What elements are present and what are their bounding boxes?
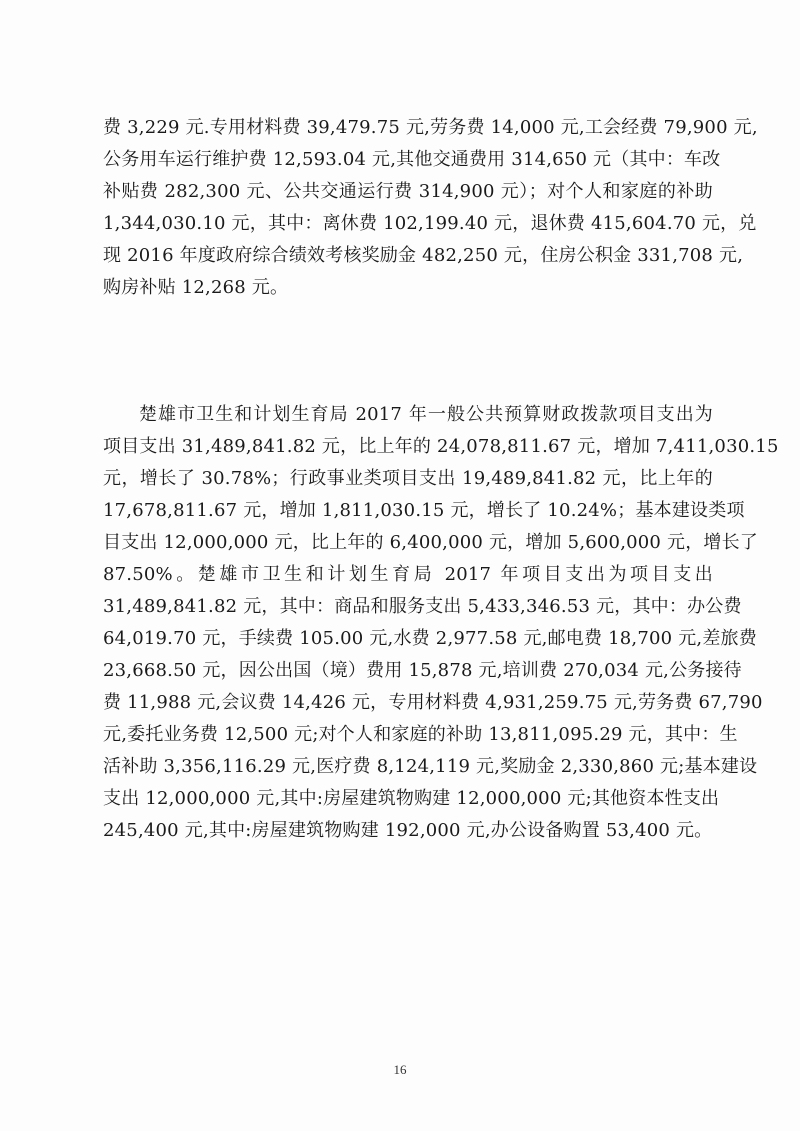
paragraph-line: 公务用车运行维护费 12,593.04 元,其他交通费用 314,650 元（其中：车改	[103, 149, 721, 170]
paragraph-line: 64,019.70 元，手续费 105.00 元,水费 2,977.58 元,邮电费 18,700 元,差旅费	[103, 628, 757, 649]
paragraph-line: 补贴费 282,300 元、公共交通运行费 314,900 元）；对个人和家庭的补助	[103, 181, 713, 202]
paragraph-line: 1,344,030.10 元，其中：离休费 102,199.40 元，退休费 415,604.70 元，兑	[103, 213, 757, 234]
paragraph-line: 23,668.50 元，因公出国（境）费用 15,878 元,培训费 270,034 元,公务接待	[103, 660, 742, 681]
paragraph-line: 元，增长了 30.78%；行政事业类项目支出 19,489,841.82 元，比上年的	[103, 468, 713, 489]
paragraph-line: 楚雄市卫生和计划生育局 2017 年一般公共预算财政拨款项目支出为	[139, 404, 713, 425]
paragraph-line: 现 2016 年度政府综合绩效考核奖励金 482,250 元，住房公积金 331,708 元,	[103, 245, 744, 266]
paragraph-line: 费 11,988 元,会议费 14,426 元，专用材料费 4,931,259.75 元,劳务费 67,790	[103, 692, 763, 713]
paragraph-line: 元,委托业务费 12,500 元;对个人和家庭的补助 13,811,095.29 元，其中：生	[103, 724, 738, 745]
paragraph-line: 目支出 12,000,000 元，比上年的 6,400,000 元，增加 5,600,000 元，增长了	[103, 532, 759, 553]
paragraph-line: 活补助 3,356,116.29 元,医疗费 8,124,119 元,奖励金 2,330,860 元;基本建设	[103, 756, 758, 777]
paragraph-line: 31,489,841.82 元，其中：商品和服务支出 5,433,346.53 元，其中：办公费	[103, 596, 742, 617]
paragraph-line: 购房补贴 12,268 元。	[103, 277, 289, 298]
paragraph-line: 245,400 元,其中:房屋建筑物购建 192,000 元,办公设备购置 53,400 元。	[103, 820, 713, 841]
paragraph-expense-details	[103, 112, 758, 304]
paragraph-line: 项目支出 31,489,841.82 元，比上年的 24,078,811.67 元，增加 7,411,030.15	[103, 436, 779, 457]
page-number: 16	[393, 1062, 407, 1077]
paragraph-line: 支出 12,000,000 元,其中:房屋建筑物购建 12,000,000 元;其他资本性支出	[103, 788, 720, 809]
paragraph-project-expenditure	[103, 399, 779, 847]
paragraph-line: 87.50%。楚雄市卫生和计划生育局 2017 年项目支出为项目支出	[103, 564, 713, 585]
paragraph-line: 费 3,229 元.专用材料费 39,479.75 元,劳务费 14,000 元,工会经费 79,900 元,	[103, 117, 758, 138]
paragraph-line: 17,678,811.67 元，增加 1,811,030.15 元，增长了 10.24%；基本建设类项	[103, 500, 745, 521]
